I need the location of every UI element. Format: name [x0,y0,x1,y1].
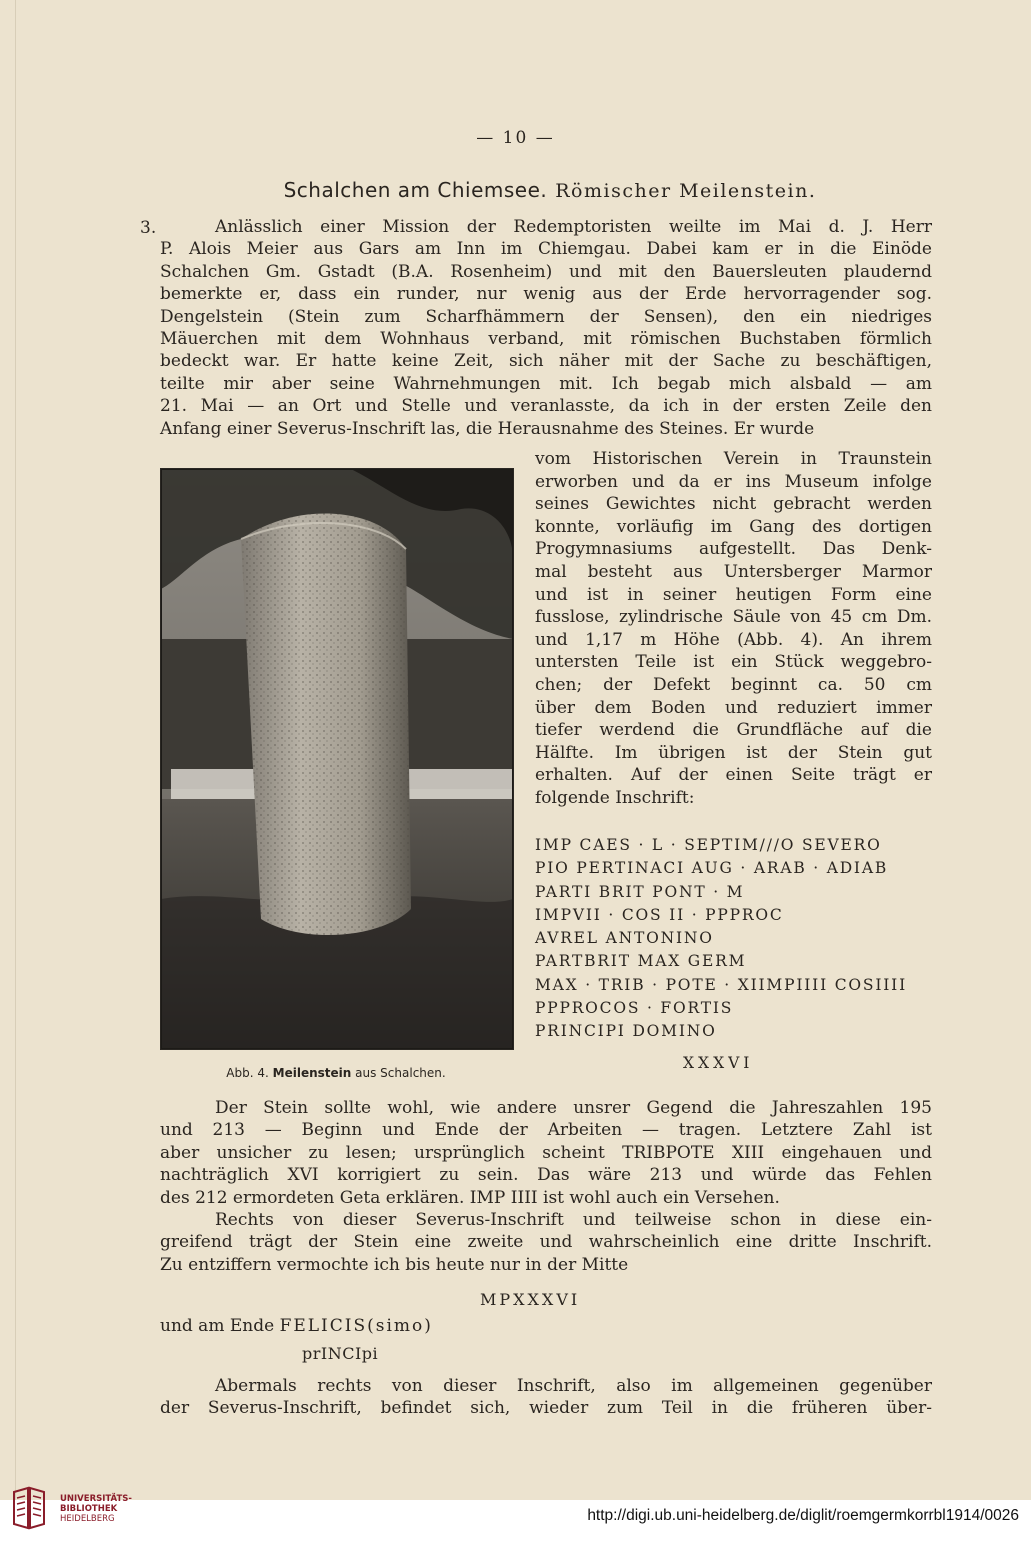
text-line: bedeckt war. Er hatte keine Zeit, sich näher mit der Sache zu beschäftigen, [160,351,932,372]
entry-number: 3. [140,218,157,238]
text-line: des 212 ermordeten Geta erklären. IMP IIII ist wohl auch ein Versehen. [160,1187,780,1208]
text-line: und ist in seiner heutigen Form eine [535,584,932,605]
caption-title: Meilenstein [272,1066,352,1080]
mp-inscription: MPXXXVI [480,1290,581,1309]
text-line: und 213 — Beginn und Ende der Arbeiten — tragen. Letztere Zahl ist [160,1120,932,1141]
source-url-link[interactable]: http://digi.ub.uni-heidelberg.de/diglit/roemgermkorrbl1914/0026 [587,1507,1019,1524]
inscription-line: PARTI BRIT PONT · M [535,882,745,901]
paragraph-dating [160,1097,932,1276]
text-line: über dem Boden und reduziert immer [535,697,932,718]
text-line: Hälfte. Im übrigen ist der Stein gut [535,742,932,763]
heading-subtitle: Römischer Meilenstein. [555,180,817,202]
felicis-line [160,1316,433,1336]
inscription-line: PIO PERTINACI AUG · ARAB · ADIAB [535,859,889,878]
milestone-photo [160,468,514,1050]
principi-line: prINCIpi [302,1344,379,1363]
text-line: 21. Mai — an Ort und Stelle und veranlasste, da ich in der ersten Zeile den [160,396,932,417]
text-line: der Severus-Inschrift, befindet sich, wieder zum Teil in die früheren über- [160,1398,932,1419]
text-line: Dengelstein (Stein zum Scharfhämmern der Sensen), den ein niedriges [160,306,932,327]
text-line: und 1,17 m Höhe (Abb. 4). An ihrem [535,629,932,650]
inscription-line: AVREL ANTONINO [535,929,714,948]
page-number: — 10 — [476,128,555,148]
inscription-line: PRINCIPI DOMINO [535,1022,717,1041]
text-line: bemerkte er, dass ein runder, nur wenig aus der Erde hervorragender sog. [160,284,932,305]
library-line1: UNIVERSITÄTS- [60,1494,132,1504]
caption-label: Abb. 4. [226,1066,269,1080]
paragraph-intro [160,216,932,440]
text-line: Zu entziffern vermochte ich bis heute nur in der Mitte [160,1254,629,1275]
inscription-line: PPPROCOS · FORTIS [535,999,734,1018]
text-line: folgende Inschrift: [535,787,695,808]
text-line: Anfang einer Severus-Inschrift las, die Herausnahme des Steines. Er wurde [160,418,815,439]
text-line: aber unsicher zu lesen; ursprünglich scheint TRIBPOTE XIII eingehauen und [160,1142,932,1163]
text-line: tiefer werdend die Grundfläche auf die [535,720,932,741]
text-line: Rechts von dieser Severus-Inschrift und teilweise schon in diese ein- [215,1209,932,1230]
figure-caption [160,1066,512,1080]
text-line: nachträglich XVI korrigiert zu sein. Das wäre 213 und würde das Fehlen [160,1165,932,1186]
text-line: Schalchen Gm. Gstadt (B.A. Rosenheim) und mit den Bauersleuten plaudernd [160,261,932,282]
inscription-line: IMP CAES · L · SEPTIM///O SEVERO [535,836,882,854]
text-line: konnte, vorläufig im Gang des dortigen [535,516,932,537]
inscription-block [535,834,935,1044]
section-heading [160,178,940,202]
caption-rest: aus Schalchen. [355,1066,446,1080]
text-line: fusslose, zylindrische Säule von 45 cm Dm. [535,607,932,628]
text-line: mal besteht aus Untersberger Marmor [535,561,932,582]
text-line: seines Gewichtes nicht gebracht werden [535,494,932,515]
heading-place: Schalchen am Chiemsee. [283,178,548,202]
library-name [60,1494,132,1524]
text-line: P. Alois Meier aus Gars am Inn im Chiemgau. Dabei kam er in die Einöde [160,239,932,260]
text-line: erworben und da er ins Museum infolge [535,471,932,492]
felicis-prefix: und am Ende [160,1316,275,1336]
library-line2: BIBLIOTHEK [60,1504,118,1514]
text-line: erhalten. Auf der einen Seite trägt er [535,765,932,786]
paragraph-continued [160,1375,932,1420]
text-line: Abermals rechts von dieser Inschrift, also im allgemeinen gegenüber [215,1376,932,1396]
felicis-text: FELICIS(simo) [279,1316,433,1336]
text-line: teilte mir aber seine Wahrnehmungen mit. Ich begab mich alsbald — am [160,373,932,394]
inscription-line: PARTBRIT MAX GERM [535,952,747,971]
library-logo-icon [10,1484,48,1532]
inscription-line: IMPVII · COS II · PPPROC [535,905,784,924]
inscription-line: MAX · TRIB · POTE · XIIMPIIII COSIIII [535,975,908,994]
page-edge [15,0,16,1500]
text-line: untersten Teile ist ein Stück weggebro- [535,652,932,673]
text-line: Der Stein sollte wohl, wie andere unsrer Gegend die Jahreszahlen 195 [215,1098,932,1118]
text-line: greifend trägt der Stein eine zweite und wahrscheinlich eine dritte Inschrift. [160,1232,932,1253]
text-line: Mäuerchen mit dem Wohnhaus verband, mit römischen Buchstaben förmlich [160,328,932,349]
text-line: Anlässlich einer Mission der Redemptoristen weilte im Mai d. J. Herr [215,217,932,237]
text-line: chen; der Defekt beginnt ca. 50 cm [535,674,932,695]
text-line: Progymnasiums aufgestellt. Das Denk- [535,539,932,560]
library-line3: HEIDELBERG [60,1514,115,1524]
inscription-last-line: XXXVI [683,1054,754,1072]
paragraph-description [535,448,932,810]
text-line: vom Historischen Verein in Traunstein [535,449,932,469]
